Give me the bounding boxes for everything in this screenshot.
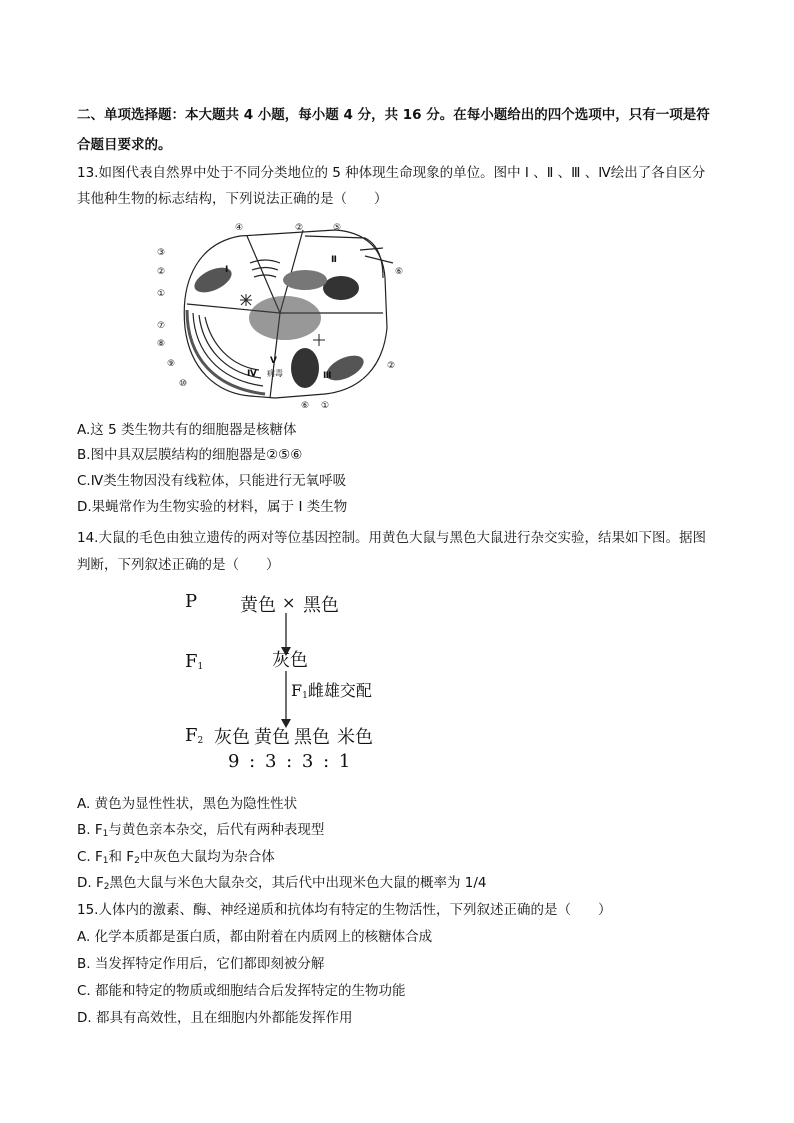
q13-stem-line2: 其他种生物的标志结构，下列说法正确的是（ ）	[77, 191, 388, 207]
cross-f2-rice: 米色	[337, 727, 373, 748]
fig-roman-3: Ⅲ	[323, 371, 332, 381]
q14-option-b: B. $F_1$与黄色亲本杂交，后代有两种表现型	[77, 822, 325, 839]
fig-label-1: ①	[157, 289, 166, 299]
fig-label-right-6: ⑥	[395, 267, 404, 277]
q15-option-c: C. 都能和特定的物质或细胞结合后发挥特定的生物功能	[77, 983, 406, 999]
section-heading-line1: 二、单项选择题：本大题共 4 小题，每小题 4 分，共 16 分。在每小题给出的四个选项中，只有一项是符	[77, 107, 710, 123]
fig-label-top-2: ②	[295, 223, 304, 233]
cross-parent-yellow: 黄色	[240, 595, 276, 616]
q14-stem-line1: 14.大鼠的毛色由独立遗传的两对等位基因控制。用黄色大鼠与黑色大鼠进行杂交实验，结果如下图。据图	[77, 530, 706, 546]
cross-f1-gray: 灰色	[272, 650, 308, 671]
q15-option-a: A. 化学本质都是蛋白质，都由附着在内质网上的核糖体合成	[77, 929, 433, 945]
fig-roman-5: Ⅴ	[270, 356, 277, 366]
q14-option-c: C. $F_1$和 $F_2$中灰色大鼠均为杂合体	[77, 849, 275, 866]
q14-stem-line2: 判断，下列叙述正确的是（ ）	[77, 557, 280, 573]
fig-label-right-2: ②	[387, 361, 396, 371]
fig-label-3: ③	[157, 248, 166, 258]
genetic-cross-diagram	[170, 583, 390, 773]
q13-option-b: B.图中具双层膜结构的细胞器是②⑤⑥	[77, 447, 303, 463]
cross-f2-gray: 灰色	[214, 727, 250, 748]
fig-virus-label: 病毒	[267, 369, 283, 378]
q14-option-a: A. 黄色为显性性状，黑色为隐性性状	[77, 796, 298, 812]
q13-option-c: C.Ⅳ类生物因没有线粒体，只能进行无氧呼吸	[77, 473, 347, 489]
q13-stem-line1: 13.如图代表自然界中处于不同分类地位的 5 种体现生命现象的单位。图中 Ⅰ 、Ⅱ 、Ⅲ 、Ⅳ绘出了各自区分	[77, 165, 706, 181]
cross-f2-label: $F_2$	[185, 725, 204, 746]
fig-label-7: ⑦	[157, 321, 166, 331]
fig-label-bottom-6: ⑥	[301, 401, 310, 411]
cross-parent-black: 黑色	[303, 595, 339, 616]
q13-option-a: A.这 5 类生物共有的细胞器是核糖体	[77, 422, 297, 438]
cross-f1-label: $F_1$	[185, 651, 204, 672]
cell-diagram-figure	[155, 218, 405, 413]
fig-label-9: ⑨	[167, 359, 176, 369]
fig-label-top-5: ⑤	[333, 223, 342, 233]
cross-sign: ×	[282, 593, 296, 612]
q15-stem: 15.人体内的激素、酶、神经递质和抗体均有特定的生物活性，下列叙述正确的是（ ）	[77, 902, 612, 918]
section-heading-line2: 合题目要求的。	[77, 137, 172, 153]
fig-label-2: ②	[157, 267, 166, 277]
cross-f2-yellow: 黄色	[254, 727, 290, 748]
fig-label-top-4: ④	[235, 223, 244, 233]
fig-label-bottom-1: ①	[321, 401, 330, 411]
fig-label-8: ⑧	[157, 339, 166, 349]
q15-option-d: D. 都具有高效性，且在细胞内外都能发挥作用	[77, 1010, 353, 1026]
cross-p-label: P	[185, 591, 198, 612]
cross-f2-black: 黑色	[294, 727, 330, 748]
fig-label-10: ⑩	[179, 379, 188, 389]
cross-f2-ratio: 9 : 3 : 3 : 1	[228, 751, 351, 772]
fig-roman-4: Ⅳ	[247, 369, 257, 379]
q15-option-b: B. 当发挥特定作用后，它们都即刻被分解	[77, 956, 325, 972]
cross-f1-mating: $F_1$雌雄交配	[291, 681, 372, 701]
q13-option-d: D.果蝇常作为生物实验的材料，属于 I 类生物	[77, 499, 348, 515]
fig-roman-1: I	[225, 265, 229, 275]
fig-roman-2: Ⅱ	[331, 255, 337, 265]
q14-option-d: D. $F_2$黑色大鼠与米色大鼠杂交，其后代中出现米色大鼠的概率为 1/4	[77, 875, 487, 892]
